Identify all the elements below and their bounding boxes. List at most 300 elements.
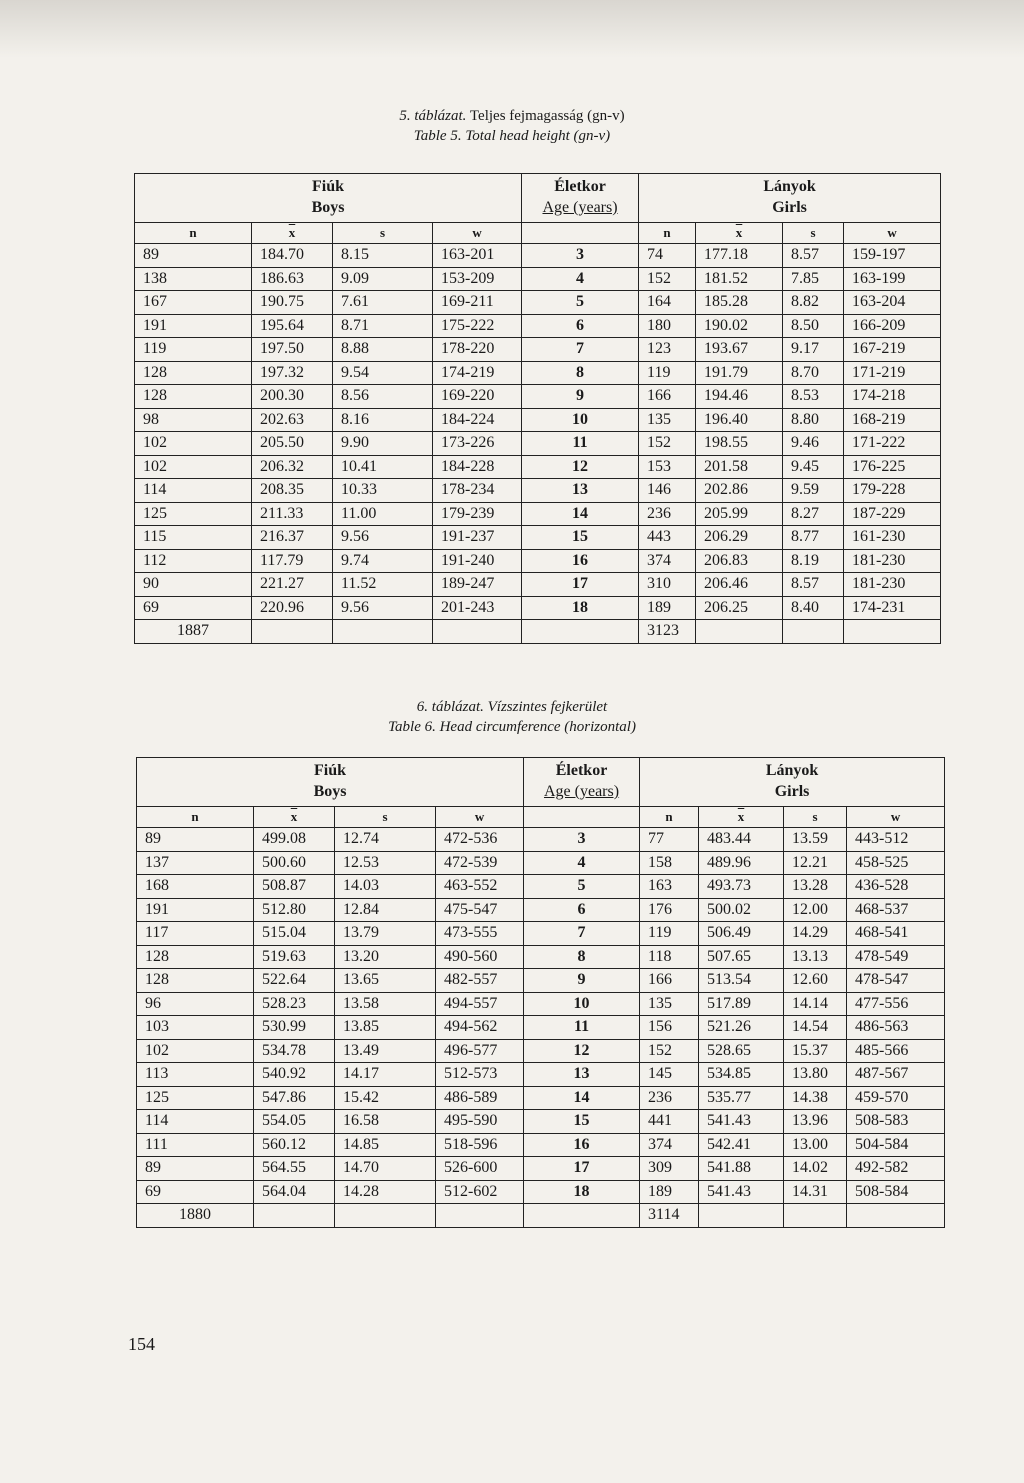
cell-gw: 174-218	[844, 385, 941, 409]
cell-bx: 528.23	[254, 992, 335, 1016]
cell-gx: 191.79	[696, 361, 783, 385]
cell-bw: 178-220	[433, 338, 522, 362]
col-header-label: w	[474, 809, 485, 824]
table5-caption-hu: 5. táblázat. Teljes fejmagasság (gn-v)	[399, 108, 625, 124]
cell-gw: 487-567	[847, 1063, 945, 1087]
cell-bx: 190.75	[252, 291, 333, 315]
cell-gn: 77	[640, 828, 699, 852]
cell-bn: 125	[137, 1086, 254, 1110]
empty-cell	[522, 620, 639, 644]
cell-gx: 196.40	[696, 408, 783, 432]
cell-bn: 128	[135, 361, 252, 385]
cell-gx: 489.96	[699, 851, 784, 875]
cell-age: 8	[522, 361, 639, 385]
cell-bx: 197.32	[252, 361, 333, 385]
cell-bs: 8.56	[333, 385, 433, 409]
age-header	[524, 758, 640, 807]
cell-gn: 189	[639, 596, 696, 620]
boys-header-en: Boys	[311, 199, 345, 216]
table5-caption-en: Table 5. Total head height (gn-v)	[413, 128, 611, 144]
cell-gn: 443	[639, 526, 696, 550]
cell-gx: 534.85	[699, 1063, 784, 1087]
cell-gn: 189	[640, 1180, 699, 1204]
cell-bn: 89	[137, 1157, 254, 1181]
cell-bs: 9.56	[333, 526, 433, 550]
cell-gx: 194.46	[696, 385, 783, 409]
cell-bs: 14.28	[335, 1180, 436, 1204]
col-header-s	[784, 807, 847, 828]
cell-gw: 181-230	[844, 573, 941, 597]
cell-gs: 14.02	[784, 1157, 847, 1181]
boys-total: 1880	[137, 1204, 254, 1228]
table6-caption	[0, 697, 1024, 737]
table-row	[135, 361, 941, 385]
cell-bx: 554.05	[254, 1110, 335, 1134]
cell-gn: 310	[639, 573, 696, 597]
cell-gx: 198.55	[696, 432, 783, 456]
cell-bw: 463-552	[436, 875, 524, 899]
cell-gs: 9.17	[783, 338, 844, 362]
cell-age: 9	[524, 969, 640, 993]
cell-gs: 12.00	[784, 898, 847, 922]
cell-age: 5	[522, 291, 639, 315]
cell-bx: 540.92	[254, 1063, 335, 1087]
cell-age: 3	[524, 828, 640, 852]
cell-gs: 7.85	[783, 267, 844, 291]
table-row	[135, 596, 941, 620]
table-row	[137, 1110, 945, 1134]
cell-gs: 8.57	[783, 244, 844, 268]
cell-bn: 69	[137, 1180, 254, 1204]
cell-bw: 495-590	[436, 1110, 524, 1134]
cell-bn: 103	[137, 1016, 254, 1040]
cell-gn: 146	[639, 479, 696, 503]
cell-gn: 180	[639, 314, 696, 338]
table-row	[137, 1039, 945, 1063]
age-header-en: Age (years)	[542, 199, 618, 216]
cell-gs: 9.46	[783, 432, 844, 456]
cell-bn: 90	[135, 573, 252, 597]
cell-bs: 9.54	[333, 361, 433, 385]
cell-bx: 200.30	[252, 385, 333, 409]
boys-header	[135, 174, 522, 223]
empty-cell	[436, 1204, 524, 1228]
boys-header-en: Boys	[313, 783, 347, 800]
cell-age: 13	[524, 1063, 640, 1087]
empty-cell	[254, 1204, 335, 1228]
cell-gx: 202.86	[696, 479, 783, 503]
cell-bw: 184-224	[433, 408, 522, 432]
cell-age: 14	[524, 1086, 640, 1110]
cell-age: 5	[524, 875, 640, 899]
cell-gn: 118	[640, 945, 699, 969]
cell-gx: 500.02	[699, 898, 784, 922]
cell-bw: 472-536	[436, 828, 524, 852]
cell-bx: 499.08	[254, 828, 335, 852]
table-row	[137, 945, 945, 969]
table-row	[135, 526, 941, 550]
cell-bx: 197.50	[252, 338, 333, 362]
table-header-row	[137, 758, 945, 807]
col-header-n	[640, 807, 699, 828]
cell-gw: 485-566	[847, 1039, 945, 1063]
cell-gx: 201.58	[696, 455, 783, 479]
cell-gx: 541.43	[699, 1180, 784, 1204]
page-number: 154	[128, 1334, 155, 1354]
cell-gw: 468-541	[847, 922, 945, 946]
col-header-label: w	[890, 809, 901, 824]
table-header-row	[135, 174, 941, 223]
empty-cell	[433, 620, 522, 644]
cell-gn: 145	[640, 1063, 699, 1087]
cell-gx: 507.65	[699, 945, 784, 969]
col-header-s	[333, 223, 433, 244]
cell-bx: 519.63	[254, 945, 335, 969]
empty-cell	[783, 620, 844, 644]
cell-bx: 564.04	[254, 1180, 335, 1204]
cell-age: 10	[522, 408, 639, 432]
table-row	[135, 432, 941, 456]
table-row	[135, 291, 941, 315]
table-row	[137, 1016, 945, 1040]
cell-bx: 184.70	[252, 244, 333, 268]
cell-gs: 13.28	[784, 875, 847, 899]
total-row	[137, 1204, 945, 1228]
cell-bw: 475-547	[436, 898, 524, 922]
cell-gs: 14.54	[784, 1016, 847, 1040]
cell-bw: 189-247	[433, 573, 522, 597]
cell-bn: 102	[135, 432, 252, 456]
cell-gx: 205.99	[696, 502, 783, 526]
cell-gs: 9.59	[783, 479, 844, 503]
table-row	[137, 898, 945, 922]
cell-age: 9	[522, 385, 639, 409]
cell-gw: 477-556	[847, 992, 945, 1016]
cell-bn: 96	[137, 992, 254, 1016]
age-header-en: Age (years)	[543, 783, 620, 800]
table-row	[135, 455, 941, 479]
cell-gn: 152	[640, 1039, 699, 1063]
cell-gw: 478-549	[847, 945, 945, 969]
col-header-w	[436, 807, 524, 828]
cell-bn: 168	[137, 875, 254, 899]
cell-gw: 504-584	[847, 1133, 945, 1157]
cell-bn: 138	[135, 267, 252, 291]
cell-bw: 163-201	[433, 244, 522, 268]
cell-bx: 522.64	[254, 969, 335, 993]
col-header-label: n	[189, 225, 197, 240]
cell-bx: 220.96	[252, 596, 333, 620]
table-row	[135, 573, 941, 597]
cell-bw: 512-602	[436, 1180, 524, 1204]
cell-bn: 114	[137, 1110, 254, 1134]
col-header-mean	[254, 807, 335, 828]
cell-gx: 206.46	[696, 573, 783, 597]
cell-gw: 443-512	[847, 828, 945, 852]
cell-bn: 167	[135, 291, 252, 315]
girls-header	[640, 758, 945, 807]
cell-bs: 14.70	[335, 1157, 436, 1181]
table-row	[137, 875, 945, 899]
scan-top-shadow	[0, 0, 1024, 58]
table-row	[137, 851, 945, 875]
cell-bn: 115	[135, 526, 252, 550]
cell-gn: 152	[639, 267, 696, 291]
cell-bs: 13.85	[335, 1016, 436, 1040]
cell-gx: 206.25	[696, 596, 783, 620]
cell-bs: 10.41	[333, 455, 433, 479]
cell-bw: 174-219	[433, 361, 522, 385]
col-header-mean	[252, 223, 333, 244]
cell-bx: 500.60	[254, 851, 335, 875]
empty-cell	[333, 620, 433, 644]
boys-total: 1887	[135, 620, 252, 644]
col-header-n	[135, 223, 252, 244]
cell-gw: 168-219	[844, 408, 941, 432]
girls-header-en: Girls	[774, 783, 810, 800]
cell-gs: 13.80	[784, 1063, 847, 1087]
cell-bw: 179-239	[433, 502, 522, 526]
cell-age: 14	[522, 502, 639, 526]
cell-bs: 14.85	[335, 1133, 436, 1157]
cell-gs: 12.60	[784, 969, 847, 993]
cell-bx: 560.12	[254, 1133, 335, 1157]
cell-age: 18	[524, 1180, 640, 1204]
cell-bx: 534.78	[254, 1039, 335, 1063]
cell-gn: 374	[640, 1133, 699, 1157]
cell-bs: 9.90	[333, 432, 433, 456]
cell-age: 13	[522, 479, 639, 503]
cell-bx: 211.33	[252, 502, 333, 526]
cell-gn: 153	[639, 455, 696, 479]
cell-bw: 494-557	[436, 992, 524, 1016]
cell-age: 6	[524, 898, 640, 922]
cell-gx: 177.18	[696, 244, 783, 268]
cell-bs: 15.42	[335, 1086, 436, 1110]
cell-bs: 8.15	[333, 244, 433, 268]
table-row	[137, 1180, 945, 1204]
col-header-s	[783, 223, 844, 244]
col-header-age	[524, 807, 640, 828]
cell-gx: 193.67	[696, 338, 783, 362]
cell-bx: 530.99	[254, 1016, 335, 1040]
cell-bn: 125	[135, 502, 252, 526]
cell-gx: 190.02	[696, 314, 783, 338]
table6-caption-en: Table 6. Head circumference (horizontal)	[388, 719, 636, 735]
col-header-s	[335, 807, 436, 828]
col-header-mean	[699, 807, 784, 828]
cell-bx: 547.86	[254, 1086, 335, 1110]
cell-bs: 16.58	[335, 1110, 436, 1134]
cell-gx: 541.43	[699, 1110, 784, 1134]
cell-bn: 191	[135, 314, 252, 338]
cell-gx: 185.28	[696, 291, 783, 315]
cell-age: 12	[524, 1039, 640, 1063]
cell-gx: 206.29	[696, 526, 783, 550]
cell-gx: 528.65	[699, 1039, 784, 1063]
cell-age: 7	[524, 922, 640, 946]
col-header-label: n	[663, 225, 671, 240]
empty-cell	[699, 1204, 784, 1228]
cell-gw: 179-228	[844, 479, 941, 503]
empty-cell	[252, 620, 333, 644]
cell-gs: 13.96	[784, 1110, 847, 1134]
cell-bn: 117	[137, 922, 254, 946]
cell-gn: 166	[640, 969, 699, 993]
col-header-label: s	[810, 225, 816, 240]
cell-bn: 137	[137, 851, 254, 875]
cell-bx: 216.37	[252, 526, 333, 550]
cell-bs: 8.71	[333, 314, 433, 338]
cell-gn: 236	[640, 1086, 699, 1110]
cell-gw: 167-219	[844, 338, 941, 362]
cell-gw: 436-528	[847, 875, 945, 899]
cell-gs: 8.70	[783, 361, 844, 385]
cell-age: 11	[524, 1016, 640, 1040]
table5-head-height	[134, 173, 941, 644]
cell-gs: 8.53	[783, 385, 844, 409]
col-header-label: $\overline{x}$	[288, 225, 296, 240]
cell-bs: 9.09	[333, 267, 433, 291]
cell-bw: 490-560	[436, 945, 524, 969]
col-header-mean	[696, 223, 783, 244]
age-header-hu: Életkor	[555, 762, 608, 779]
cell-bw: 512-573	[436, 1063, 524, 1087]
cell-bs: 8.16	[333, 408, 433, 432]
cell-gn: 176	[640, 898, 699, 922]
col-header-label: $\overline{x}$	[290, 809, 298, 824]
cell-bw: 184-228	[433, 455, 522, 479]
table-row	[135, 385, 941, 409]
cell-bs: 13.20	[335, 945, 436, 969]
table-row	[135, 267, 941, 291]
cell-bx: 117.79	[252, 549, 333, 573]
cell-gn: 236	[639, 502, 696, 526]
col-header-label: s	[379, 225, 386, 240]
cell-gw: 163-204	[844, 291, 941, 315]
cell-bn: 98	[135, 408, 252, 432]
age-header-hu: Életkor	[554, 178, 606, 195]
cell-gn: 156	[640, 1016, 699, 1040]
cell-bs: 11.00	[333, 502, 433, 526]
cell-bs: 11.52	[333, 573, 433, 597]
cell-gx: 206.83	[696, 549, 783, 573]
cell-bn: 128	[135, 385, 252, 409]
cell-gn: 119	[639, 361, 696, 385]
cell-age: 6	[522, 314, 639, 338]
cell-bw: 191-237	[433, 526, 522, 550]
cell-age: 17	[524, 1157, 640, 1181]
cell-bw: 153-209	[433, 267, 522, 291]
empty-cell	[844, 620, 941, 644]
col-header-age	[522, 223, 639, 244]
boys-header	[137, 758, 524, 807]
cell-bx: 195.64	[252, 314, 333, 338]
cell-gn: 119	[640, 922, 699, 946]
cell-gs: 14.31	[784, 1180, 847, 1204]
cell-bs: 9.74	[333, 549, 433, 573]
cell-bn: 119	[135, 338, 252, 362]
cell-bw: 526-600	[436, 1157, 524, 1181]
cell-bx: 564.55	[254, 1157, 335, 1181]
table-row	[137, 1086, 945, 1110]
cell-bw: 494-562	[436, 1016, 524, 1040]
table-row	[135, 244, 941, 268]
girls-total: 3123	[639, 620, 696, 644]
cell-gw: 492-582	[847, 1157, 945, 1181]
col-header-label: w	[472, 225, 482, 240]
total-row	[135, 620, 941, 644]
col-header-label: $\overline{x}$	[735, 225, 743, 240]
cell-gw: 171-219	[844, 361, 941, 385]
cell-bw: 191-240	[433, 549, 522, 573]
cell-bn: 128	[137, 969, 254, 993]
cell-gs: 13.00	[784, 1133, 847, 1157]
cell-gs: 12.21	[784, 851, 847, 875]
table-row	[135, 479, 941, 503]
cell-gs: 14.14	[784, 992, 847, 1016]
cell-gn: 152	[639, 432, 696, 456]
cell-gn: 166	[639, 385, 696, 409]
cell-gs: 13.59	[784, 828, 847, 852]
cell-gw: 181-230	[844, 549, 941, 573]
cell-gn: 135	[639, 408, 696, 432]
cell-gw: 163-199	[844, 267, 941, 291]
cell-gn: 163	[640, 875, 699, 899]
col-header-label: s	[812, 809, 818, 824]
cell-gw: 468-537	[847, 898, 945, 922]
cell-gs: 8.40	[783, 596, 844, 620]
cell-age: 10	[524, 992, 640, 1016]
cell-bx: 202.63	[252, 408, 333, 432]
cell-bw: 472-539	[436, 851, 524, 875]
cell-bw: 201-243	[433, 596, 522, 620]
col-header-w	[433, 223, 522, 244]
cell-age: 16	[524, 1133, 640, 1157]
cell-age: 7	[522, 338, 639, 362]
cell-bw: 482-557	[436, 969, 524, 993]
cell-bn: 112	[135, 549, 252, 573]
cell-age: 4	[522, 267, 639, 291]
cell-bs: 13.58	[335, 992, 436, 1016]
cell-gx: 506.49	[699, 922, 784, 946]
cell-gs: 14.29	[784, 922, 847, 946]
cell-age: 15	[524, 1110, 640, 1134]
table6-head-circumference	[136, 757, 945, 1228]
cell-age: 4	[524, 851, 640, 875]
empty-cell	[335, 1204, 436, 1228]
table-row	[135, 314, 941, 338]
cell-bw: 473-555	[436, 922, 524, 946]
table-row	[137, 992, 945, 1016]
cell-bx: 515.04	[254, 922, 335, 946]
cell-bw: 175-222	[433, 314, 522, 338]
cell-gx: 541.88	[699, 1157, 784, 1181]
girls-header	[639, 174, 941, 223]
cell-gs: 8.80	[783, 408, 844, 432]
cell-gw: 174-231	[844, 596, 941, 620]
cell-gs: 8.77	[783, 526, 844, 550]
table-row	[135, 338, 941, 362]
cell-gs: 8.50	[783, 314, 844, 338]
cell-gs: 8.57	[783, 573, 844, 597]
table6-caption-hu: 6. táblázat. Vízszintes fejkerület	[416, 699, 608, 715]
cell-gw: 187-229	[844, 502, 941, 526]
girls-total: 3114	[640, 1204, 699, 1228]
cell-gx: 513.54	[699, 969, 784, 993]
cell-bn: 89	[137, 828, 254, 852]
cell-bn: 111	[137, 1133, 254, 1157]
